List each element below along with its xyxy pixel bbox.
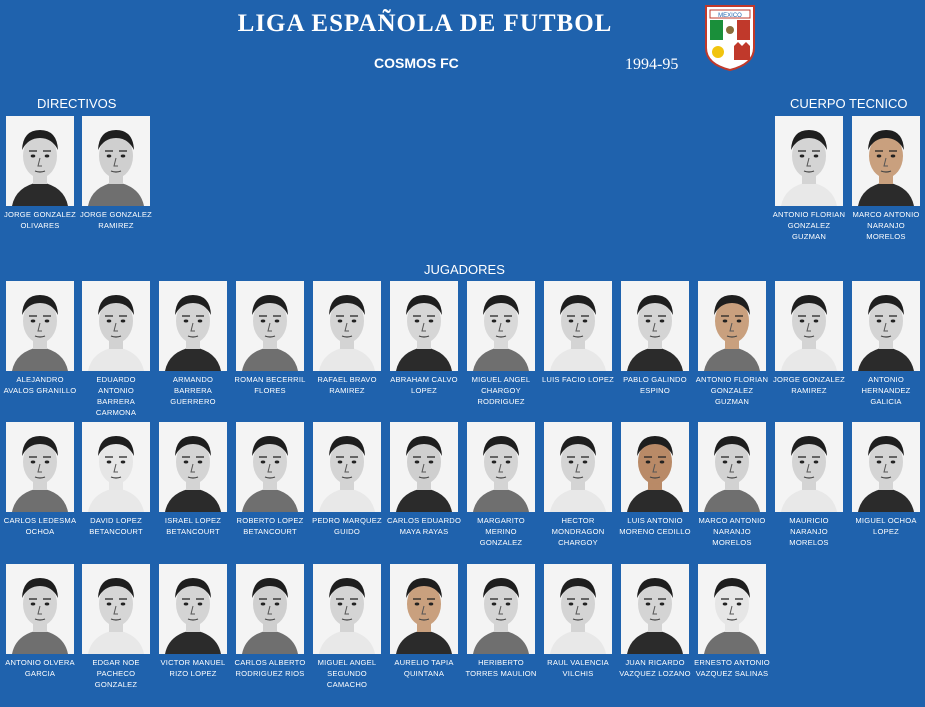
directivos-card [2, 116, 78, 231]
person-name: MIGUEL OCHOA LOPEZ [855, 516, 917, 536]
jugadores-card [232, 564, 308, 679]
portrait-photo [775, 116, 843, 206]
portrait-photo [390, 564, 458, 654]
person-name: VICTOR MANUEL RIZO LOPEZ [160, 658, 226, 678]
jugadores-card [309, 281, 385, 396]
portrait-photo [698, 281, 766, 371]
section-cuerpo-tecnico: CUERPO TECNICO [790, 96, 908, 111]
person-name: JORGE GONZALEZ OLIVARES [4, 210, 76, 230]
jugadores-card [155, 281, 231, 407]
portrait-photo [467, 281, 535, 371]
jugadores-card [232, 281, 308, 396]
portrait-photo [698, 564, 766, 654]
portrait-photo [698, 422, 766, 512]
portrait-photo [852, 116, 920, 206]
jugadores-card [2, 281, 78, 396]
person-name: CARLOS LEDESMA OCHOA [3, 516, 77, 536]
jugadores-card [617, 564, 693, 679]
person-name: LUIS FACIO LOPEZ [542, 375, 614, 384]
portrait-photo [544, 422, 612, 512]
person-name: CARLOS ALBERTO RODRIGUEZ RIOS [234, 658, 306, 678]
portrait-photo [236, 422, 304, 512]
jugadores-card [386, 281, 462, 396]
person-name: HERIBERTO TORRES MAULION [465, 658, 537, 678]
person-name: LUIS ANTONIO MORENO CEDILLO [619, 516, 691, 536]
person-name: MIGUEL ANGEL CHARGOY RODRIGUEZ [471, 375, 531, 406]
cuerpo-tecnico-card [848, 116, 924, 242]
person-name: JORGE GONZALEZ RAMIREZ [80, 210, 152, 230]
portrait-photo [236, 281, 304, 371]
person-name: ERNESTO ANTONIO VAZQUEZ SALINAS [694, 658, 770, 678]
jugadores-card [694, 422, 770, 548]
person-name: AURELIO TAPIA QUINTANA [394, 658, 454, 678]
person-name: JUAN RICARDO VAZQUEZ LOZANO [619, 658, 691, 678]
directivos-card [78, 116, 154, 231]
person-name: ROBERTO LOPEZ BETANCOURT [236, 516, 304, 536]
jugadores-card [694, 564, 770, 679]
portrait-photo [621, 281, 689, 371]
person-name: RAUL VALENCIA VILCHIS [547, 658, 609, 678]
club-name: COSMOS FC [374, 55, 459, 71]
jugadores-card [232, 422, 308, 537]
portrait-photo [544, 564, 612, 654]
season-label: 1994-95 [625, 56, 679, 73]
page-title: LIGA ESPAÑOLA DE FUTBOL [237, 10, 613, 37]
jugadores-card [78, 422, 154, 537]
portrait-photo [621, 564, 689, 654]
portrait-photo [159, 281, 227, 371]
person-name: ANTONIO FLORIAN GONZALEZ GUZMAN [695, 375, 769, 406]
person-name: MIGUEL ANGEL SEGUNDO CAMACHO [317, 658, 377, 689]
jugadores-card [155, 422, 231, 537]
jugadores-card [2, 422, 78, 537]
jugadores-card [540, 422, 616, 548]
jugadores-card [617, 281, 693, 396]
portrait-photo [313, 281, 381, 371]
person-name: HECTOR MONDRAGON CHARGOY [551, 516, 605, 547]
jugadores-card [78, 564, 154, 690]
portrait-photo [621, 422, 689, 512]
portrait-photo [6, 422, 74, 512]
person-name: EDUARDO ANTONIO BARRERA CARMONA [95, 375, 137, 417]
jugadores-card [309, 564, 385, 690]
crest-text: MEXICO [718, 13, 742, 19]
portrait-photo [236, 564, 304, 654]
person-name: JORGE GONZALEZ RAMIREZ [773, 375, 845, 395]
section-directivos: DIRECTIVOS [37, 96, 117, 111]
cuerpo-tecnico-card [771, 116, 847, 242]
portrait-photo [467, 564, 535, 654]
portrait-photo [313, 564, 381, 654]
portrait-photo [390, 281, 458, 371]
person-name: ANTONIO FLORIAN GONZALEZ GUZMAN [772, 210, 846, 241]
jugadores-card [78, 281, 154, 418]
person-name: CARLOS EDUARDO MAYA RAYAS [386, 516, 462, 536]
person-name: ARMANDO BARRERA GUERRERO [170, 375, 216, 406]
person-name: EDGAR NOE PACHECO GONZALEZ [92, 658, 140, 689]
portrait-photo [390, 422, 458, 512]
person-name: ANTONIO HERNANDEZ GALICIA [861, 375, 911, 406]
person-name: ANTONIO OLVERA GARCIA [5, 658, 75, 678]
portrait-photo [852, 281, 920, 371]
portrait-photo [159, 422, 227, 512]
person-name: ALEJANDRO AVALOS GRANILLO [3, 375, 77, 395]
jugadores-card [771, 281, 847, 396]
portrait-photo [775, 422, 843, 512]
person-name: MARGARITO MERINO GONZALEZ [477, 516, 525, 547]
jugadores-card [694, 281, 770, 407]
person-name: MARCO ANTONIO NARANJO MORELOS [852, 210, 920, 241]
portrait-photo [6, 281, 74, 371]
portrait-photo [467, 422, 535, 512]
jugadores-card [2, 564, 78, 679]
jugadores-card [386, 422, 462, 537]
jugadores-card [771, 422, 847, 548]
jugadores-card [540, 564, 616, 679]
person-name: MARCO ANTONIO NARANJO MORELOS [698, 516, 766, 547]
portrait-photo [6, 116, 74, 206]
portrait-photo [159, 564, 227, 654]
crest-logo [704, 4, 756, 72]
jugadores-card [617, 422, 693, 537]
portrait-photo [775, 281, 843, 371]
portrait-photo [313, 422, 381, 512]
jugadores-card [386, 564, 462, 679]
jugadores-card [463, 281, 539, 407]
person-name: ISRAEL LOPEZ BETANCOURT [164, 516, 222, 536]
portrait-photo [544, 281, 612, 371]
person-name: DAVID LOPEZ BETANCOURT [89, 516, 143, 536]
person-name: MAURICIO NARANJO MORELOS [789, 516, 829, 547]
jugadores-card [540, 281, 616, 385]
portrait-photo [6, 564, 74, 654]
jugadores-card [463, 422, 539, 548]
jugadores-card [848, 422, 924, 537]
jugadores-card [309, 422, 385, 537]
person-name: PEDRO MARQUEZ GUIDO [312, 516, 382, 536]
portrait-photo [852, 422, 920, 512]
person-name: ROMAN BECERRIL FLORES [234, 375, 306, 395]
portrait-photo [82, 422, 150, 512]
person-name: ABRAHAM CALVO LOPEZ [390, 375, 458, 395]
jugadores-card [155, 564, 231, 679]
jugadores-card [848, 281, 924, 407]
jugadores-card [463, 564, 539, 679]
portrait-photo [82, 281, 150, 371]
section-jugadores: JUGADORES [424, 262, 505, 277]
person-name: RAFAEL BRAVO RAMIREZ [317, 375, 377, 395]
portrait-photo [82, 564, 150, 654]
portrait-photo [82, 116, 150, 206]
person-name: PABLO GALINDO ESPINO [623, 375, 687, 395]
